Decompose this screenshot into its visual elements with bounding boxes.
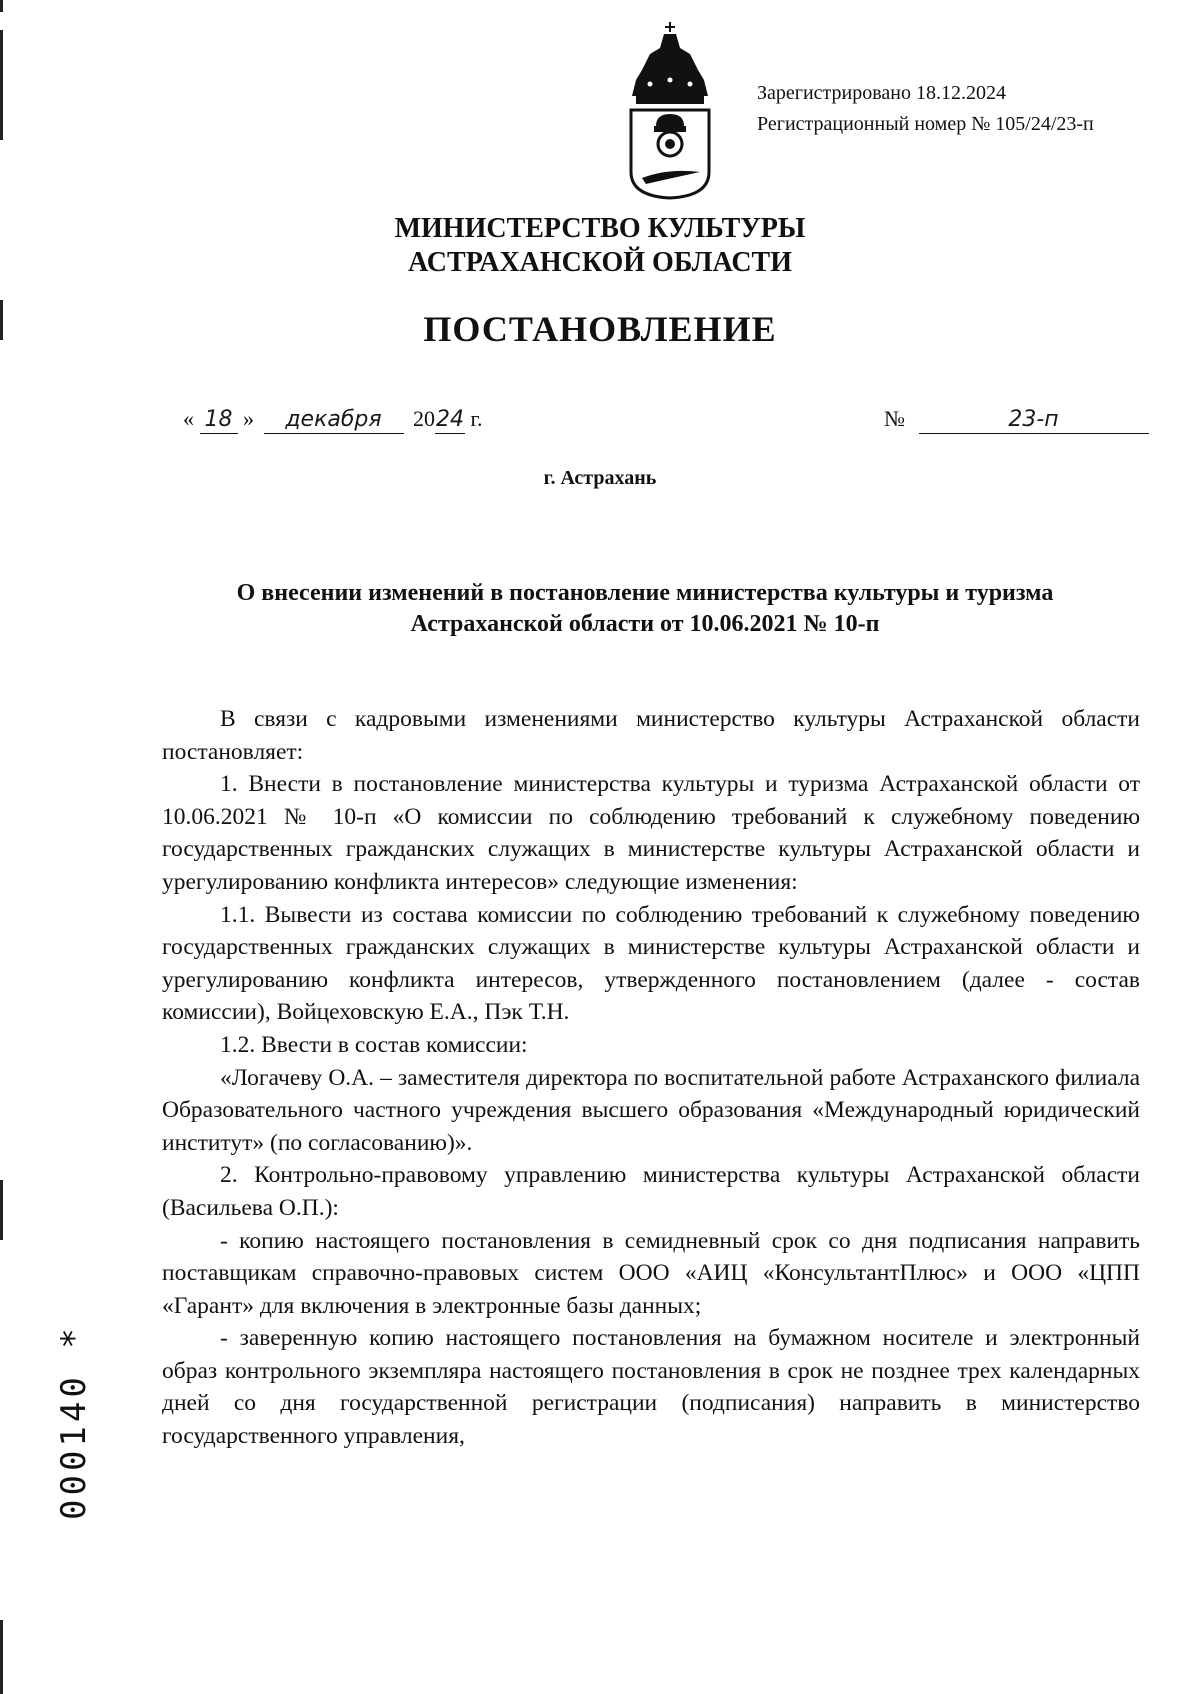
serial-number: 000140 * (54, 1324, 94, 1520)
body-paragraph: - заверенную копию настоящего постановления на бумажном носителе и электронный образ контрольного экземпляра настоящего постановления в срок не позднее трех календарных дней со дня государственной регистрации (подписания) направить в министерство государственного управления, (162, 1325, 1140, 1450)
scan-edge (0, 1620, 3, 1694)
ministry-line-1: МИНИСТЕРСТВО КУЛЬТУРЫ (394, 213, 806, 244)
date-close-quote: » (243, 406, 254, 431)
document-type: ПОСТАНОВЛЕНИЕ (423, 309, 777, 349)
body-paragraph: В связи с кадровыми изменениями министерство культуры Астраханской области постановляет: (162, 706, 1140, 765)
ministry-line-2: АСТРАХАНСКОЙ ОБЛАСТИ (407, 247, 793, 278)
date-year-unit: г. (470, 406, 483, 431)
document-number (884, 406, 1149, 434)
scan-edge (0, 300, 3, 340)
date-open-quote: « (183, 406, 194, 431)
subject-line-1: О внесении изменений в постановление министерства культуры и туризма (236, 580, 1054, 606)
registration-date: Зарегистрировано 18.12.2024 (757, 82, 1007, 104)
body-paragraph: 1. Внести в постановление министерства культуры и туризма Астраханской области от 10.06.2021 № 10-п «О комиссии по соблюдению требований к служебному поведению государственных гражданских служащих в министерстве культуры Астраханской области и урегулированию конфликта интересов» следующие изменения: (162, 771, 1140, 895)
document-body (162, 703, 1140, 1453)
ministry-name (300, 212, 900, 280)
date-day: 18 (200, 407, 238, 434)
date-month: декабря (264, 407, 404, 434)
scan-edge (0, 0, 3, 12)
body-paragraph: 1.2. Ввести в состав комиссии: (220, 1031, 528, 1058)
scan-edge (0, 30, 3, 140)
document-date (183, 406, 483, 434)
body-paragraph: - копию настоящего постановления в семидневный срок со дня подписания направить поставщикам справочно-правовых систем ООО «АИЦ «КонсультантПлюс» и ООО «ЦПП «Гарант» для включения в электронные базы данных; (162, 1227, 1140, 1319)
body-paragraph: «Логачеву О.А. – заместителя директора по воспитательной работе Астраханского филиала Образовательного частного учреждения высшего образования «Международный юридический институт» (по согласованию)». (162, 1064, 1140, 1156)
registration-stamp (757, 78, 1094, 140)
body-paragraph: 2. Контрольно-правовому управлению министерства культуры Астраханской области (Васильева О.П.): (162, 1162, 1140, 1221)
astrakhan-coat-of-arms-icon (628, 22, 712, 200)
subject-line-2: Астраханской области от 10.06.2021 № 10-п (410, 611, 880, 637)
document-subject (150, 578, 1140, 640)
number-label: № (884, 406, 905, 431)
registration-number: Регистрационный номер № 105/24/23-п (757, 113, 1094, 135)
body-paragraph: 1.1. Вывести из состава комиссии по соблюдению требований к служебному поведению государственных гражданских служащих в министерстве культуры Астраханской области и урегулированию конфликта интересов, утвержденного постановлением (далее - состав комиссии), Войцеховскую Е.А., Пэк Т.Н. (162, 901, 1140, 1026)
date-year-suffix: 24 (436, 407, 464, 432)
city: г. Астрахань (543, 467, 657, 489)
scan-edge (0, 1180, 3, 1240)
date-year-prefix: 20 (413, 406, 435, 431)
number-value: 23-п (919, 407, 1149, 434)
